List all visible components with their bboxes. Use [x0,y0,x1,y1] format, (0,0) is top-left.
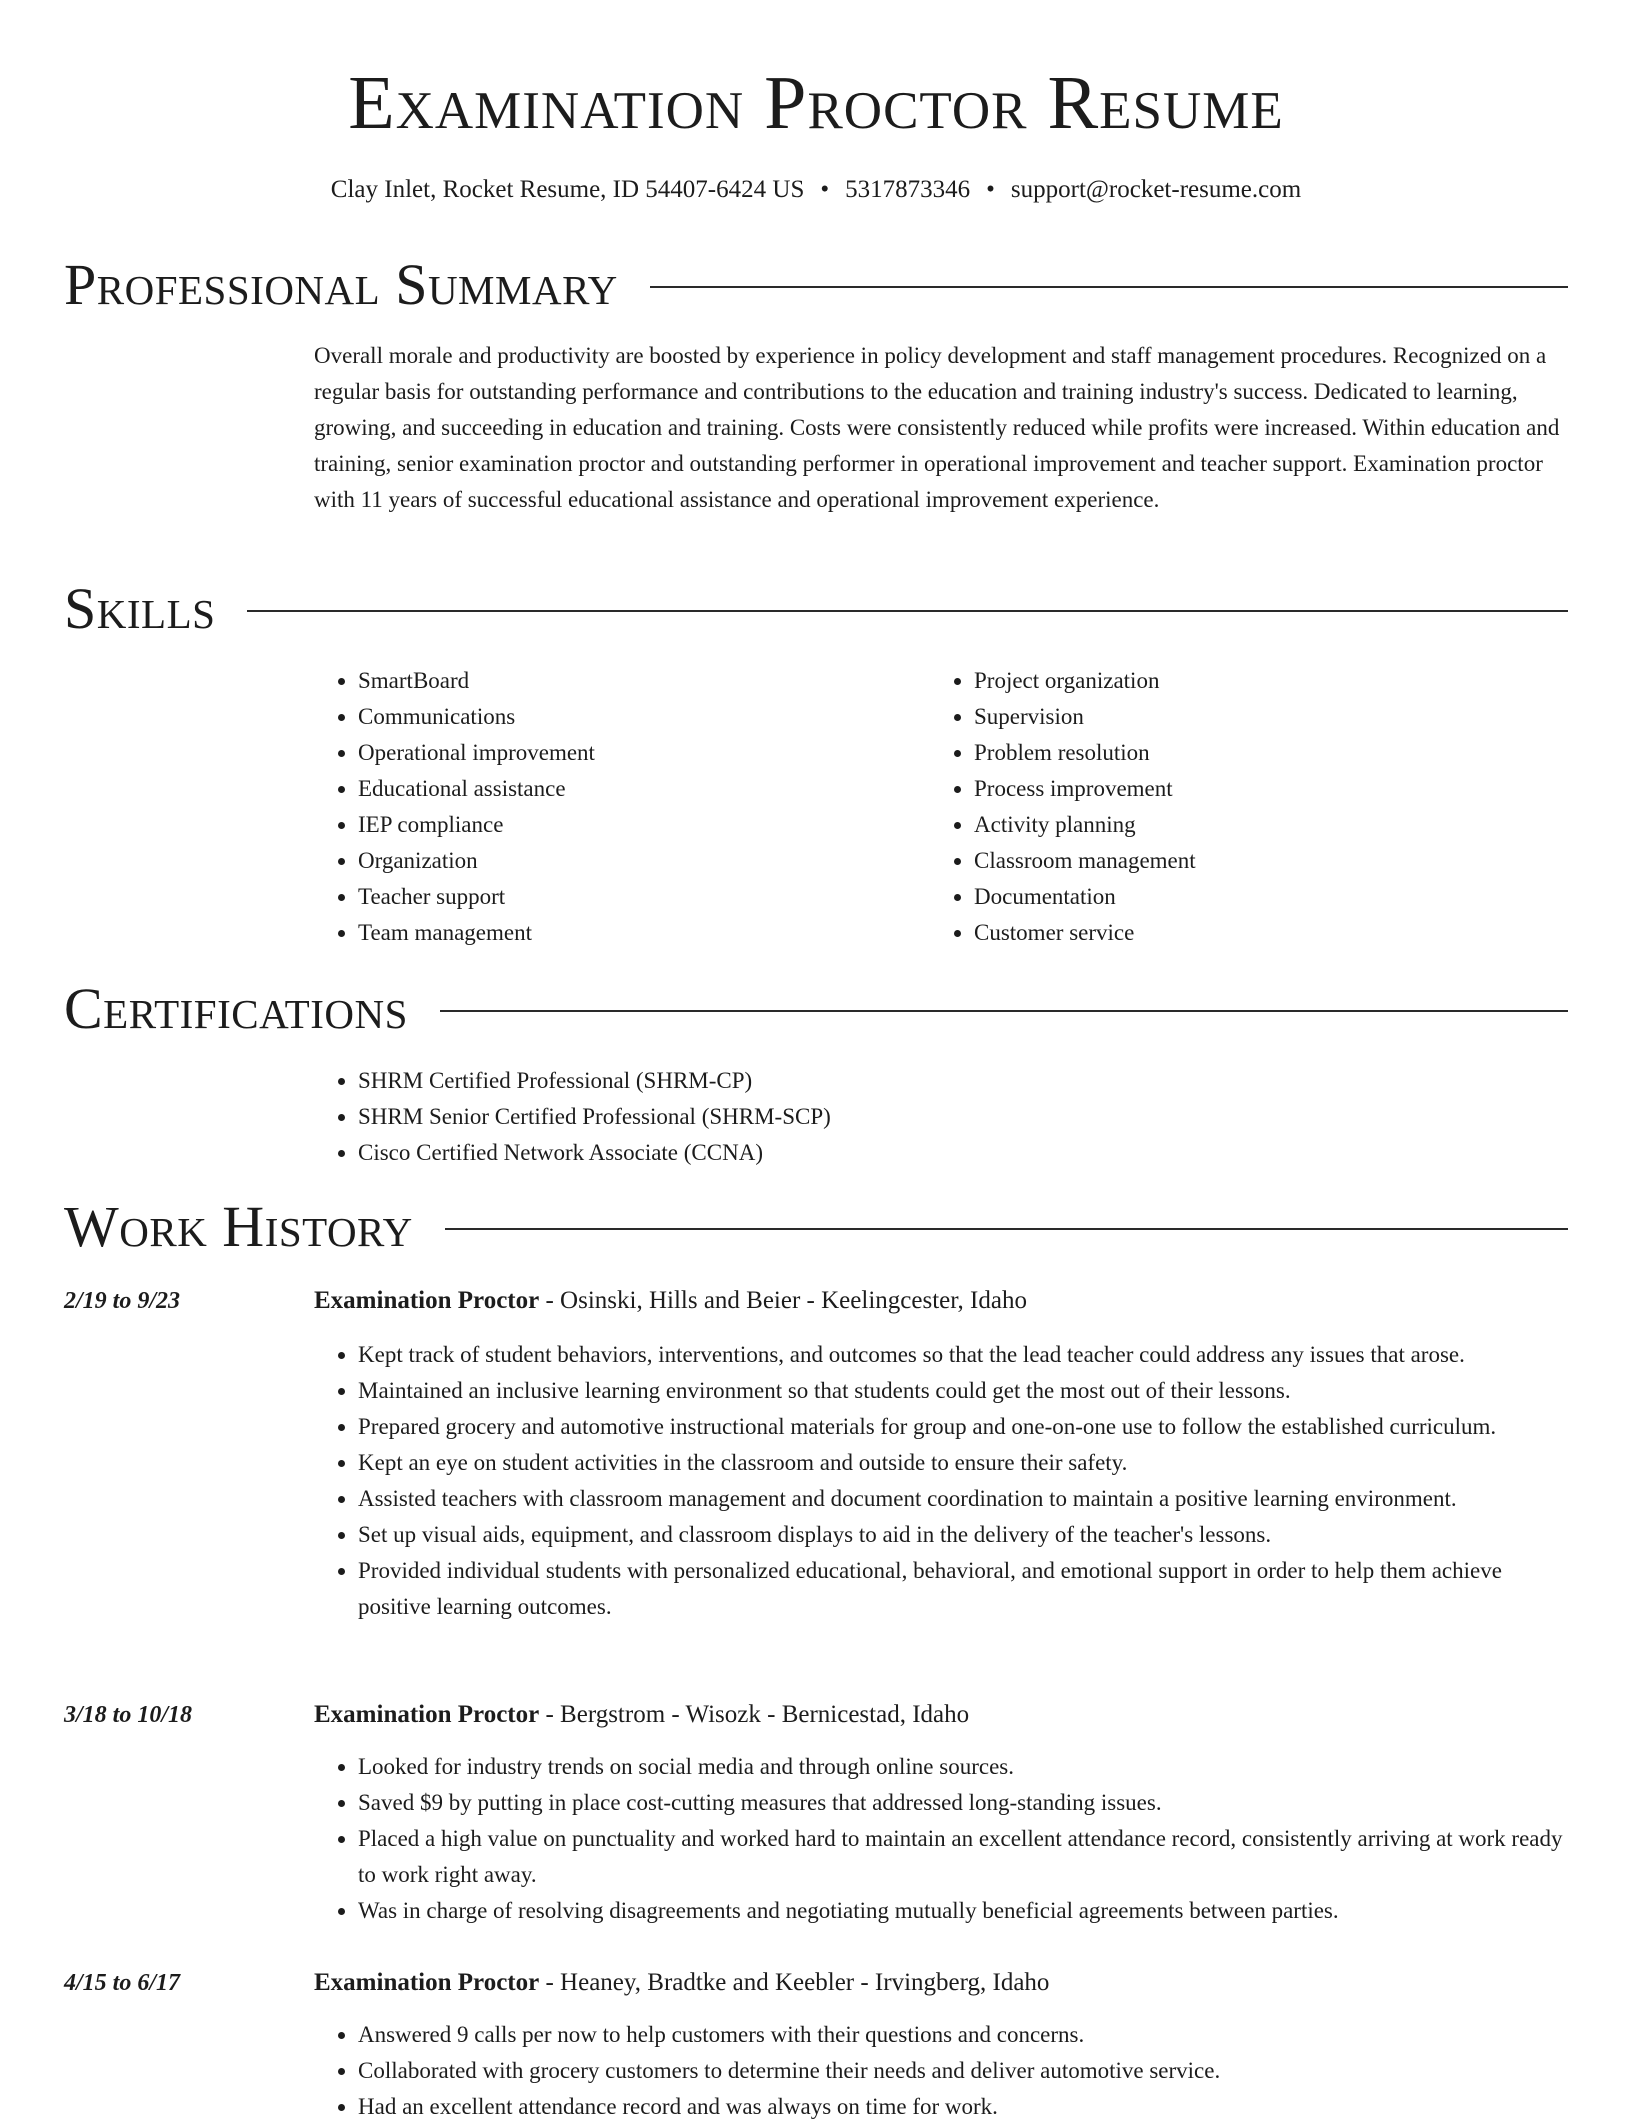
job-duties-list [314,1749,1572,1929]
contact-phone: 5317873346 [845,176,971,203]
certifications-section-header [64,977,1568,1041]
job-duties-list [314,2017,1572,2125]
job-duties-list [314,1337,1572,1625]
job-dates: 4/15 to 6/17 [64,1970,181,1996]
job-duty-item: • Kept track of student behaviors, interventions, and outcomes so that the lead teacher could address any issues that arose. [358,1337,1572,1373]
skill-item: • Supervision [974,699,1520,735]
skill-item: • Team management [358,915,904,951]
skill-item: • Organization [358,843,904,879]
skill-item: • Operational improvement [358,735,904,771]
job-duty-item: • Assisted teachers with classroom management and document coordination to maintain a positive learning environment. [358,1481,1572,1517]
work-history-heading: Work History [64,1194,413,1259]
job-employer: - Bergstrom - Wisozk - Bernicestad, Idaho [545,1701,970,1728]
skill-item: • Teacher support [358,879,904,915]
job-employer: - Heaney, Bradtke and Keebler - Irvingberg, Idaho [545,1969,1050,1996]
certifications-list [314,1063,1572,1171]
job-duty-item: • Prepared grocery and automotive instructional materials for group and one-on-one use to follow the established curriculum. [358,1409,1572,1445]
job-duties [314,1749,1572,1929]
skills-heading: Skills [64,576,216,641]
certification-item: • SHRM Senior Certified Professional (SHRM-SCP) [358,1099,1572,1135]
resume-title: Examination Proctor Resume [348,61,1284,145]
skill-item: • Documentation [974,879,1520,915]
contact-line [0,172,1632,208]
skill-item: • Educational assistance [358,771,904,807]
certification-item: • SHRM Certified Professional (SHRM-CP) [358,1063,1572,1099]
contact-separator: • [986,176,995,203]
certification-item: • Cisco Certified Network Associate (CCNA) [358,1135,1572,1171]
job-heading [314,1697,1572,1733]
skills-section-header [64,577,1568,641]
job-duty-item: • Saved $9 by putting in place cost-cutting measures that addressed long-standing issues. [358,1785,1572,1821]
job-employer: - Osinski, Hills and Beier - Keelingcester, Idaho [545,1287,1027,1314]
contact-email: support@rocket-resume.com [1010,176,1302,203]
job-duty-item: • Was in charge of resolving disagreements and negotiating mutually beneficial agreements between parties. [358,1893,1572,1929]
job-duties [314,2017,1572,2125]
certifications-heading: Certifications [64,976,408,1041]
job-title: Examination Proctor [314,1287,540,1314]
section-divider [247,610,1568,612]
skill-item: • Customer service [974,915,1520,951]
section-divider [445,1228,1568,1230]
job-duty-item: • Placed a high value on punctuality and worked hard to maintain an excellent attendance record, consistently arriving at work ready to work right away. [358,1821,1572,1893]
skill-item: • IEP compliance [358,807,904,843]
job-title: Examination Proctor [314,1969,540,1996]
skill-item: • Process improvement [974,771,1520,807]
section-divider [650,286,1568,288]
job-title: Examination Proctor [314,1701,540,1728]
skills-list-left [314,663,904,951]
job-duty-item: • Kept an eye on student activities in the classroom and outside to ensure their safety. [358,1445,1572,1481]
job-duty-item: • Set up visual aids, equipment, and classroom displays to aid in the delivery of the teacher's lessons. [358,1517,1572,1553]
skill-item: • Activity planning [974,807,1520,843]
job-duty-item: • Provided individual students with personalized educational, behavioral, and emotional support in order to help them achieve positive learning outcomes. [358,1553,1572,1625]
skill-item: • Project organization [974,663,1520,699]
job-duties [314,1337,1572,1625]
certifications-block [314,1063,1572,1171]
contact-separator: • [820,176,830,203]
section-divider [440,1010,1568,1012]
skills-list-right [930,663,1520,951]
job-dates: 3/18 to 10/18 [64,1702,193,1728]
job-duty-item: • Looked for industry trends on social media and through online sources. [358,1749,1572,1785]
contact-address: Clay Inlet, Rocket Resume, ID 54407-6424 US [330,176,805,203]
summary-heading: Professional Summary [64,252,618,317]
skill-item: • Communications [358,699,904,735]
summary-text: Overall morale and productivity are boosted by experience in policy development and staff management procedures. Recognized on a regular basis for outstanding performance and contributions to the education and training industry's success. Dedicated to learning, growing, and succeeding in education and training. Costs were consistently reduced while profits were increased. Within education and training, senior examination proctor and outstanding performer in operational improvement and teacher support. Examination proctor with 11 years of successful educational assistance and operational improvement experience. [314,343,1560,512]
job-duty-item: • Collaborated with grocery customers to determine their needs and deliver automotive service. [358,2053,1572,2089]
job-duty-item: • Maintained an inclusive learning environment so that students could get the most out of their lessons. [358,1373,1572,1409]
skill-item: • Problem resolution [974,735,1520,771]
skills-column-left [314,663,904,951]
summary-section-header [64,253,1568,317]
work-history-section-header [64,1195,1568,1259]
skill-item: • Classroom management [974,843,1520,879]
skill-item: • SmartBoard [358,663,904,699]
skills-column-right [930,663,1520,951]
job-duty-item: • Had an excellent attendance record and was always on time for work. [358,2089,1572,2125]
job-heading [314,1965,1572,2001]
job-duty-item: • Answered 9 calls per now to help customers with their questions and concerns. [358,2017,1572,2053]
job-heading [314,1283,1572,1319]
job-dates: 2/19 to 9/23 [64,1288,181,1314]
